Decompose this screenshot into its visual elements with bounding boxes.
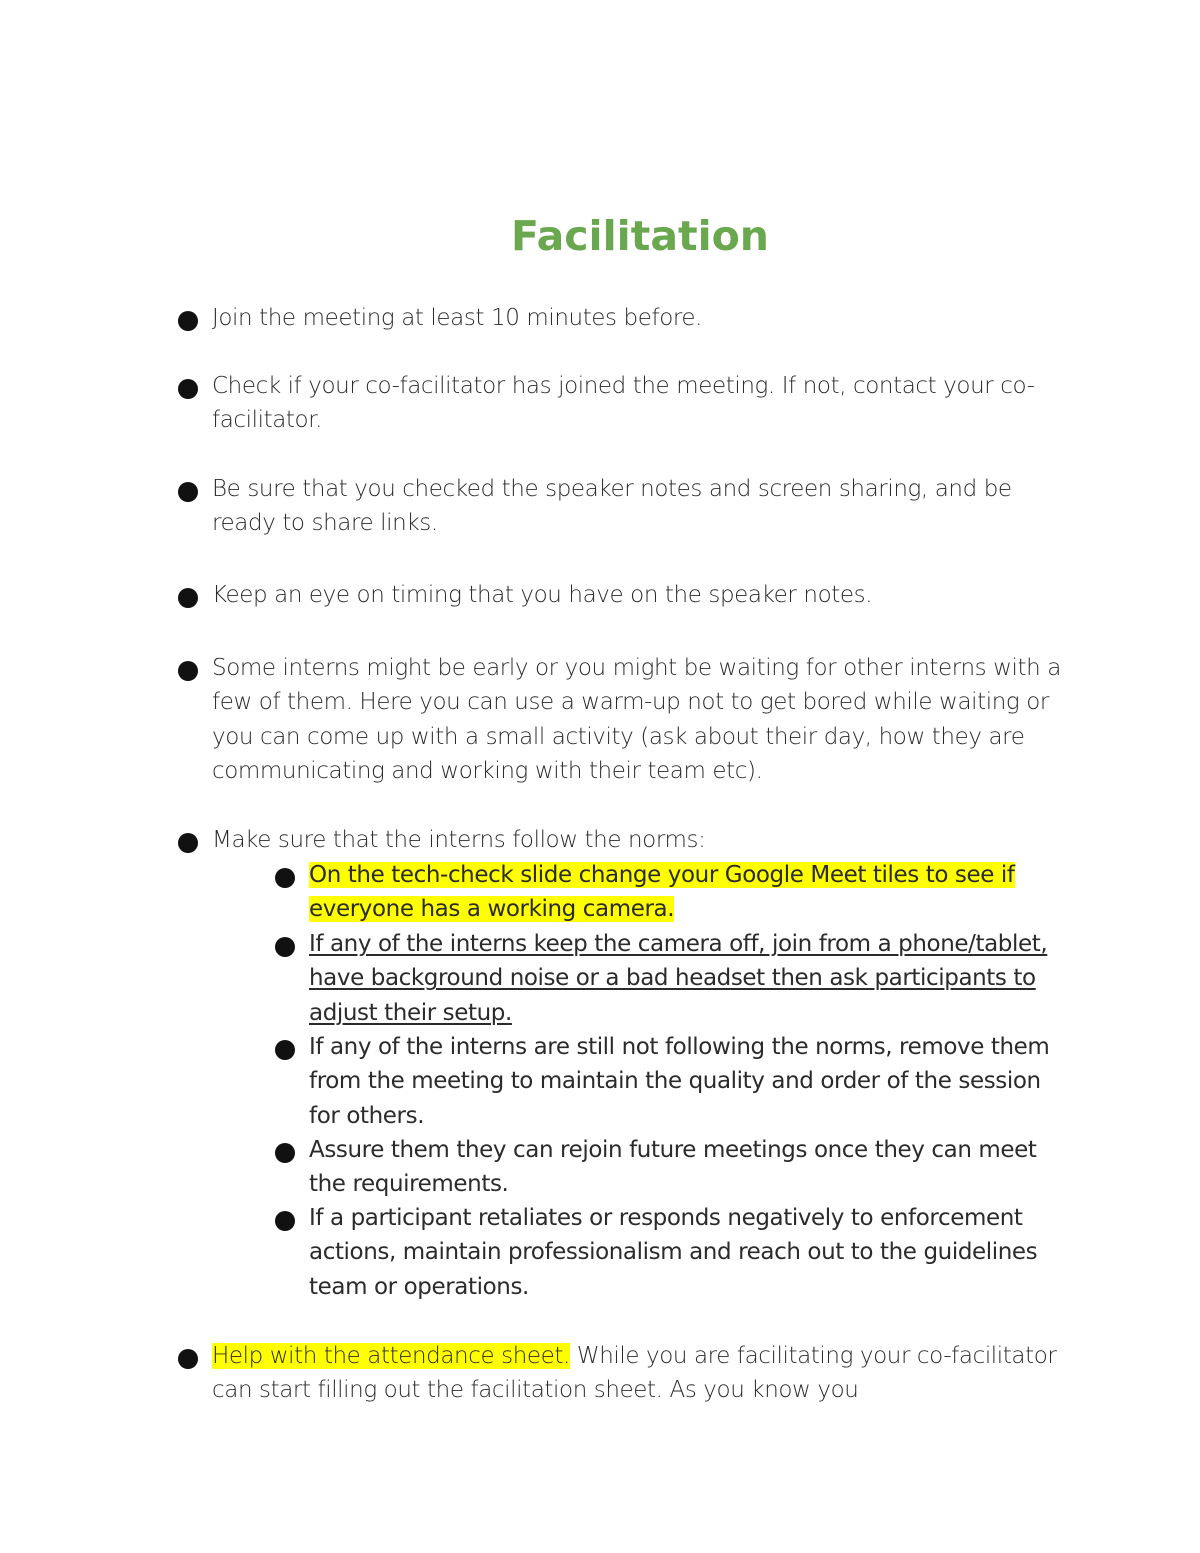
list-item-text: Join the meeting at least 10 minutes before. — [212, 305, 703, 331]
list-item — [212, 1339, 1072, 1408]
sub-list-item — [309, 927, 1069, 1030]
highlighted-text: Help with the attendance sheet. — [212, 1343, 570, 1369]
bullet-icon — [178, 311, 198, 331]
bullet-icon — [275, 937, 295, 957]
list-item — [212, 578, 1072, 612]
list-item — [212, 369, 1072, 438]
bullet-icon — [275, 1211, 295, 1231]
list-item — [212, 823, 1072, 857]
bullet-icon — [178, 482, 198, 502]
bullet-icon — [275, 1040, 295, 1060]
list-item-text: Make sure that the interns follow the norms: — [212, 827, 706, 853]
sub-list-item-text: If any of the interns are still not following the norms, remove them from the meeting to maintain the quality and order of the session for others. — [309, 1034, 1050, 1129]
bullet-icon — [178, 588, 198, 608]
bullet-icon — [275, 868, 295, 888]
sub-list-item — [309, 1030, 1069, 1133]
bullet-icon — [178, 379, 198, 399]
list-item-text: Keep an eye on timing that you have on the speaker notes. — [212, 582, 873, 608]
list-item — [212, 651, 1072, 788]
sub-list-item — [309, 1201, 1069, 1304]
sub-list-item — [309, 1133, 1069, 1202]
bullet-icon — [178, 661, 198, 681]
list-item-text: Some interns might be early or you might be waiting for other interns with a few of them. Here you can use a warm-up not to get bored while waiting or you can come up with a small activity (ask about their day, how they are communicating and working with their team etc). — [212, 655, 1061, 784]
bullet-icon — [178, 833, 198, 853]
underlined-text: If any of the interns keep the camera off, join from a phone/tablet, have background noise or a bad headset then ask participants to adjust their setup. — [309, 931, 1048, 1026]
highlighted-text: On the tech-check slide change your Google Meet tiles to see if everyone has a working camera. — [309, 862, 1015, 923]
bullet-icon — [275, 1143, 295, 1163]
sub-list-item — [309, 858, 1069, 927]
list-item — [212, 301, 1072, 335]
list-item-text: Be sure that you checked the speaker notes and screen sharing, and be ready to share links. — [212, 476, 1012, 537]
sub-list-item-text: If a participant retaliates or responds negatively to enforcement actions, maintain professionalism and reach out to the guidelines team or operations. — [309, 1205, 1038, 1300]
list-item — [212, 472, 1072, 541]
list-item-text: While you are facilitating your co-facilitator can start filling out the facilitation sheet. As you know you — [212, 1343, 1057, 1404]
bullet-icon — [178, 1349, 198, 1369]
list-item-text: Check if your co-facilitator has joined the meeting. If not, contact your co-facilitator. — [212, 373, 1035, 434]
sub-list-item-text: Assure them they can rejoin future meetings once they can meet the requirements. — [309, 1137, 1037, 1198]
page-title: Facilitation — [510, 212, 769, 260]
